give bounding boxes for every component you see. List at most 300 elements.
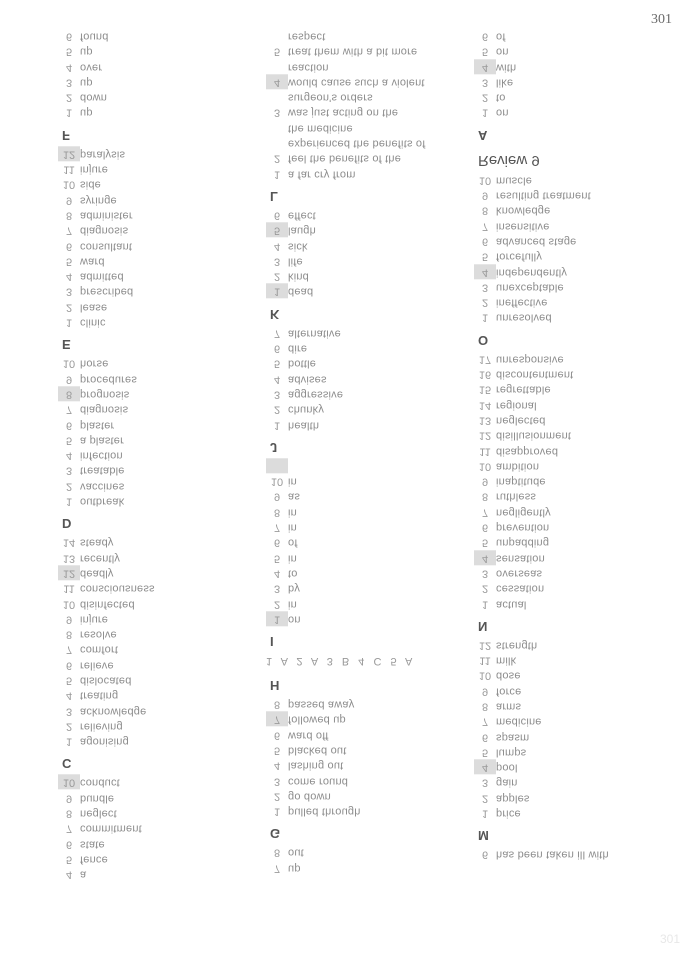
item-number: 1 <box>481 807 489 820</box>
answer-text: would cause such a violent <box>288 76 425 89</box>
answer-text: respect <box>288 30 326 43</box>
item-number: 3 <box>65 464 73 477</box>
answer-text: lumps <box>496 746 527 759</box>
item-number: 8 <box>273 698 281 711</box>
answer-text: unpadding <box>496 536 550 549</box>
item-number: 8 <box>481 204 489 217</box>
answer-row <box>58 733 258 748</box>
answer-row <box>58 851 258 866</box>
answer-row <box>266 89 466 104</box>
answer-text: arms <box>496 700 522 713</box>
item-number: 1 <box>266 283 288 298</box>
answer-row <box>474 366 674 381</box>
answer-row <box>58 74 258 89</box>
item-number: 2 <box>273 152 281 165</box>
answer-text: prevention <box>496 521 550 534</box>
answer-row <box>58 192 258 207</box>
item-number: 5 <box>65 434 73 447</box>
answer-row <box>58 703 258 718</box>
answer-text: followed up <box>288 713 346 726</box>
answer-text: on <box>496 106 509 119</box>
answer-row <box>266 727 466 742</box>
item-number: 8 <box>481 700 489 713</box>
answer-row <box>474 683 674 698</box>
answer-row <box>266 860 466 875</box>
answer-text: health <box>288 418 320 431</box>
item-number: 5 <box>266 222 288 237</box>
answer-text: was just acting on the <box>288 106 399 119</box>
item-number: 4 <box>65 449 73 462</box>
answer-row <box>266 596 466 611</box>
item-number: 1 <box>273 805 281 818</box>
item-number <box>266 59 288 74</box>
item-number: 9 <box>273 490 281 503</box>
answer-row <box>58 718 258 733</box>
answer-row <box>474 805 674 820</box>
answer-text: in <box>288 521 297 534</box>
answer-text: on <box>496 45 509 58</box>
item-number: 4 <box>474 264 496 279</box>
answer-row <box>266 580 466 595</box>
item-number: 9 <box>481 684 489 697</box>
answer-text: experienced the benefits of <box>288 137 426 150</box>
answer-row <box>474 534 674 549</box>
item-number: 6 <box>481 30 489 43</box>
section-letter: C <box>62 756 72 772</box>
answer-row <box>58 596 258 611</box>
answer-text: regional <box>496 398 537 411</box>
answer-text: fence <box>80 853 108 866</box>
answer-row <box>474 774 674 789</box>
answer-row <box>58 534 258 549</box>
item-number: 4 <box>474 550 496 565</box>
answer-row <box>58 104 258 119</box>
answer-text: outbreak <box>80 495 125 508</box>
item-number: 7 <box>65 643 73 656</box>
answer-text: up <box>288 862 301 875</box>
item-number: 10 <box>62 178 76 191</box>
answer-row <box>266 355 466 370</box>
answer-text: ruthless <box>496 490 537 503</box>
answer-row <box>474 412 674 427</box>
section-heading <box>266 670 466 696</box>
item-number: 8 <box>65 209 73 222</box>
item-number: 5 <box>481 250 489 263</box>
item-number: 5 <box>481 746 489 759</box>
answer-row <box>58 805 258 820</box>
answer-text: discontentment <box>496 368 574 381</box>
item-number: 17 <box>478 353 492 366</box>
item-number: 5 <box>273 45 281 58</box>
answer-text: up <box>80 45 93 58</box>
answer-text: syringe <box>80 193 117 206</box>
answer-text: horse <box>80 357 109 370</box>
item-number: 4 <box>65 60 73 73</box>
answer-text: on <box>288 613 301 626</box>
answer-text: relieving <box>80 720 123 733</box>
item-number: 3 <box>273 106 281 119</box>
answer-row <box>58 89 258 104</box>
item-number: 6 <box>481 235 489 248</box>
item-number: 6 <box>65 239 73 252</box>
item-number: 3 <box>273 388 281 401</box>
section-heading <box>58 329 258 355</box>
item-number: 8 <box>273 846 281 859</box>
answer-text: ward off <box>288 728 329 741</box>
item-number: 4 <box>474 59 496 74</box>
section-heading <box>474 325 674 351</box>
section-heading <box>266 818 466 844</box>
section-heading <box>266 181 466 207</box>
answer-row <box>266 742 466 757</box>
answer-text: force <box>496 684 522 697</box>
answer-text: commitment <box>80 822 142 835</box>
answer-text: knowledge <box>496 204 551 217</box>
answer-row <box>58 478 258 493</box>
multiple-choice-answers <box>266 652 466 670</box>
item-number: 14 <box>62 536 76 549</box>
answer-row <box>474 351 674 366</box>
answer-row <box>58 687 258 702</box>
answer-row <box>58 565 258 580</box>
answer-row <box>58 146 258 161</box>
section-letter: E <box>62 337 71 353</box>
item-number: 7 <box>273 521 281 534</box>
item-number: 1 <box>266 611 288 626</box>
section-letter: F <box>62 127 70 143</box>
answer-row <box>266 166 466 181</box>
answer-text: apples <box>496 792 530 805</box>
answer-row <box>58 641 258 656</box>
answer-text: injure <box>80 613 109 626</box>
answer-row <box>266 386 466 401</box>
answer-row <box>474 667 674 682</box>
answer-text: muscle <box>496 174 533 187</box>
section-letter: K <box>270 306 280 322</box>
answer-row <box>266 74 466 89</box>
answer-row <box>474 202 674 217</box>
answer-row <box>266 458 466 473</box>
item-number <box>266 135 288 150</box>
answer-text: administer <box>80 209 133 222</box>
answer-text: disillusionment <box>496 429 572 442</box>
answer-text: reaction <box>288 60 329 73</box>
answer-text: ambition <box>496 460 540 473</box>
item-number: 3 <box>65 76 73 89</box>
answer-text: life <box>288 255 303 268</box>
answer-row <box>474 381 674 396</box>
answer-row <box>266 401 466 416</box>
answer-text: found <box>80 30 109 43</box>
answer-text: like <box>496 76 514 89</box>
answer-text: alternative <box>288 327 341 340</box>
item-number: 7 <box>481 219 489 232</box>
item-number: 2 <box>273 270 281 283</box>
answer-text: neglect <box>80 807 117 820</box>
item-number: 8 <box>273 506 281 519</box>
answers-text: 1 A 2 A 3 B 4 C 5 A <box>266 655 416 668</box>
item-number: 2 <box>65 301 73 314</box>
item-number: 13 <box>478 414 492 427</box>
answer-row <box>474 397 674 412</box>
answer-text: as <box>288 490 301 503</box>
item-number: 13 <box>62 551 76 564</box>
answer-text: in <box>288 475 297 488</box>
item-number: 5 <box>481 45 489 58</box>
item-number: 1 <box>65 106 73 119</box>
answer-row <box>474 248 674 263</box>
section-letter: D <box>62 516 72 532</box>
item-number: 8 <box>65 807 73 820</box>
answer-row <box>266 417 466 432</box>
answer-row <box>474 443 674 458</box>
item-number: 3 <box>273 582 281 595</box>
answer-row <box>58 43 258 58</box>
answer-text: injure <box>80 163 109 176</box>
item-number: 3 <box>481 281 489 294</box>
answer-text: dead <box>288 285 314 298</box>
item-number: 2 <box>65 720 73 733</box>
answer-text: recently <box>80 551 121 564</box>
item-number: 1 <box>481 311 489 324</box>
answer-text: state <box>80 837 105 850</box>
answer-row <box>474 759 674 774</box>
item-number: 6 <box>65 418 73 431</box>
answer-text: overseas <box>496 567 543 580</box>
answer-text: acknowledge <box>80 704 147 717</box>
item-number <box>266 89 288 104</box>
section-letter: G <box>270 826 281 842</box>
item-number: 4 <box>65 689 73 702</box>
answer-row <box>474 744 674 759</box>
answer-text: pulled through <box>288 805 361 818</box>
section-heading <box>266 432 466 458</box>
answer-text: consciousness <box>80 582 155 595</box>
section-heading <box>266 299 466 325</box>
answer-text: effect <box>288 209 316 222</box>
answer-row <box>58 866 258 881</box>
answer-text: ineffective <box>496 296 548 309</box>
answer-row <box>474 473 674 488</box>
item-number: 2 <box>273 790 281 803</box>
item-number: 6 <box>65 837 73 850</box>
answer-row <box>58 432 258 447</box>
answer-text: medicine <box>496 715 542 728</box>
item-number: 11 <box>479 654 491 667</box>
answer-text: unexceptable <box>496 281 564 294</box>
item-number: 8 <box>65 628 73 641</box>
item-number: 12 <box>58 146 80 161</box>
answer-row <box>266 207 466 222</box>
answer-text: resolve <box>80 628 117 641</box>
answer-row <box>266 371 466 386</box>
answer-text: conduct <box>80 776 120 789</box>
answer-text: disinfected <box>80 597 135 610</box>
item-number: 1 <box>65 316 73 329</box>
answer-text: of <box>496 30 506 43</box>
answer-text: comfort <box>80 643 119 656</box>
item-number: 6 <box>65 658 73 671</box>
answer-row <box>58 238 258 253</box>
item-number: 5 <box>273 744 281 757</box>
answer-text: cessation <box>496 582 545 595</box>
item-number: 12 <box>478 429 492 442</box>
answer-text: vaccines <box>80 480 125 493</box>
answer-row <box>58 222 258 237</box>
answer-row <box>266 28 466 43</box>
answer-row <box>266 611 466 626</box>
item-number: 10 <box>478 669 492 682</box>
answer-row <box>58 207 258 222</box>
item-number <box>266 120 288 135</box>
answer-text: dire <box>288 342 308 355</box>
item-number: 8 <box>481 490 489 503</box>
item-number: 16 <box>478 368 492 381</box>
answer-text: come round <box>288 774 349 787</box>
answer-text: laugh <box>288 224 316 237</box>
item-number: 9 <box>481 475 489 488</box>
item-number: 2 <box>65 91 73 104</box>
answer-text: of <box>288 536 298 549</box>
answer-text: go down <box>288 790 331 803</box>
answer-row <box>474 172 674 187</box>
answer-text: deadly <box>80 567 114 580</box>
item-number: 3 <box>273 255 281 268</box>
answer-row <box>58 447 258 462</box>
answer-row <box>474 565 674 580</box>
item-number: 9 <box>65 792 73 805</box>
answer-text: relieve <box>80 658 114 671</box>
answer-text: actual <box>496 597 527 610</box>
answer-row <box>266 803 466 818</box>
answer-row <box>58 176 258 191</box>
answer-text: has been taken ill with <box>496 848 609 861</box>
answer-text: neglected <box>496 414 546 427</box>
item-number: 5 <box>65 45 73 58</box>
answer-row <box>474 187 674 202</box>
answer-row <box>58 417 258 432</box>
answer-row <box>474 790 674 805</box>
answer-text: inaptitude <box>496 475 546 488</box>
answer-text: up <box>80 76 93 89</box>
answer-row <box>266 253 466 268</box>
section-heading <box>474 120 674 146</box>
section-letter: O <box>478 332 489 348</box>
answer-row <box>474 43 674 58</box>
item-number: 3 <box>481 76 489 89</box>
answer-row <box>58 836 258 851</box>
answer-text: a far cry from <box>288 167 356 180</box>
answer-text: treating <box>80 689 119 702</box>
answer-row <box>266 473 466 488</box>
answer-text: up <box>80 106 93 119</box>
answer-row <box>474 550 674 565</box>
answer-row <box>474 74 674 89</box>
item-number: 2 <box>65 480 73 493</box>
answer-row <box>266 238 466 253</box>
answer-column-1 <box>58 28 258 882</box>
item-number: 4 <box>474 759 496 774</box>
answer-row <box>474 28 674 43</box>
answer-row <box>474 294 674 309</box>
answer-row <box>474 652 674 667</box>
section-heading <box>58 120 258 146</box>
item-number: 6 <box>481 521 489 534</box>
answer-text: chunky <box>288 403 325 416</box>
answer-row <box>58 283 258 298</box>
answer-text: negligently <box>496 506 551 519</box>
answer-row <box>266 550 466 565</box>
item-number: 10 <box>478 174 492 187</box>
item-number: 5 <box>65 255 73 268</box>
answer-row <box>474 279 674 294</box>
answer-text: pool <box>496 761 518 774</box>
answer-row <box>58 59 258 74</box>
section-letter: I <box>270 634 274 650</box>
answer-text: aggressive <box>288 388 344 401</box>
item-number: 4 <box>273 239 281 252</box>
item-number: 6 <box>65 30 73 43</box>
item-number: 6 <box>273 342 281 355</box>
answer-text: kind <box>288 270 309 283</box>
item-number: 4 <box>273 759 281 772</box>
item-number: 2 <box>481 792 489 805</box>
item-number: 3 <box>481 776 489 789</box>
answer-row <box>58 626 258 641</box>
answer-text: agonising <box>80 735 129 748</box>
answer-row <box>58 580 258 595</box>
item-number: 1 <box>65 735 73 748</box>
answer-text: prognosis <box>80 388 130 401</box>
item-number: 12 <box>478 639 492 652</box>
item-number: 4 <box>65 270 73 283</box>
item-number: 3 <box>65 704 73 717</box>
answer-row <box>266 504 466 519</box>
answer-row <box>266 773 466 788</box>
answer-row <box>266 757 466 772</box>
answer-text: lashing out <box>288 759 344 772</box>
answer-text: resulting treatment <box>496 189 591 202</box>
item-number: 5 <box>65 674 73 687</box>
item-number: 7 <box>266 711 288 726</box>
item-number: 1 <box>481 597 489 610</box>
answer-text: unresolved <box>496 311 552 324</box>
answer-column-2 <box>266 28 466 875</box>
answer-text: clinic <box>80 316 106 329</box>
answer-text: down <box>80 91 108 104</box>
answer-text: in <box>288 551 297 564</box>
answer-row <box>58 28 258 43</box>
section-letter: J <box>270 439 278 455</box>
item-number: 7 <box>65 822 73 835</box>
page-number: 301 <box>651 12 672 27</box>
answer-text: in <box>288 597 297 610</box>
item-number: 2 <box>481 296 489 309</box>
answer-text: surgeon's orders <box>288 91 373 104</box>
answer-text: side <box>80 178 101 191</box>
item-number: 1 <box>273 418 281 431</box>
answer-row <box>58 161 258 176</box>
section-heading <box>474 820 674 846</box>
answer-text: insensitive <box>496 219 550 232</box>
item-number: 9 <box>65 372 73 385</box>
answer-text: to <box>496 91 506 104</box>
answer-text: price <box>496 807 521 820</box>
answer-row <box>474 59 674 74</box>
answer-row <box>58 355 258 370</box>
answer-row <box>266 268 466 283</box>
answer-row <box>266 711 466 726</box>
